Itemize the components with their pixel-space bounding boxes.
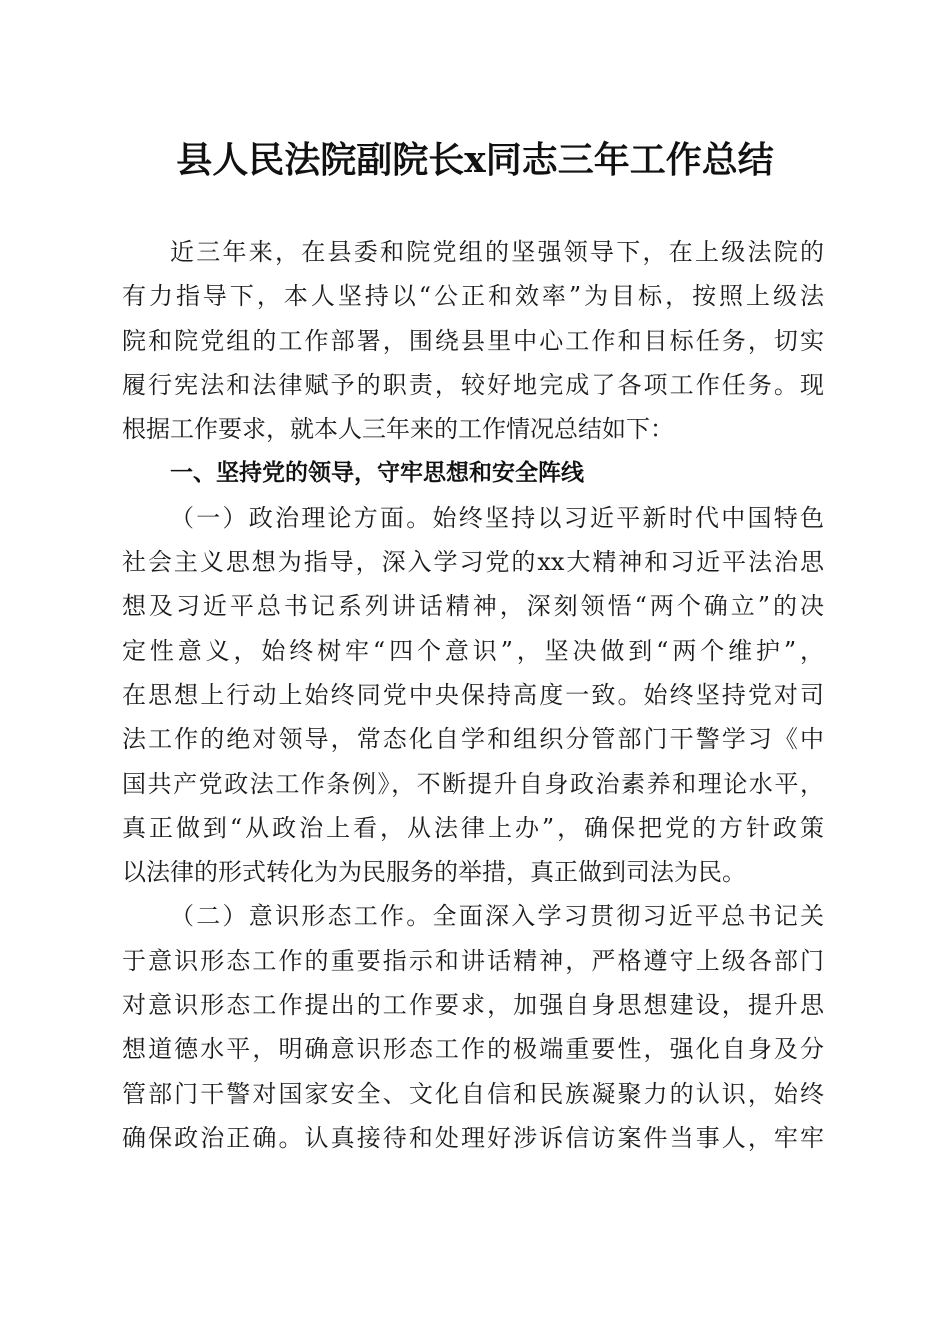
document-title: 县人民法院副院长x同志三年工作总结 bbox=[176, 139, 774, 181]
intro-line: 履行宪法和法律赋予的职责，较好地完成了各项工作任务。现 bbox=[122, 370, 824, 399]
sub1-line: 真正做到“从政治上看，从法律上办”，确保把党的方针政策 bbox=[122, 813, 824, 842]
document-body bbox=[122, 230, 824, 1160]
sub1-line: 社会主义思想为指导，深入学习党的xx大精神和习近平法治思 bbox=[122, 548, 824, 577]
sub1-line: 想及习近平总书记系列讲话精神，深刻领悟“两个确立”的决 bbox=[122, 592, 824, 621]
intro-line: 院和院党组的工作部署，围绕县里中心工作和目标任务，切实 bbox=[122, 326, 824, 355]
sub1-line: （一）政治理论方面。始终坚持以习近平新时代中国特色 bbox=[170, 503, 824, 532]
sub2-line: 对意识形态工作提出的工作要求，加强自身思想建设，提升思 bbox=[122, 991, 824, 1020]
sub2-line: 确保政治正确。认真接待和处理好涉诉信访案件当事人，牢牢 bbox=[122, 1123, 824, 1152]
intro-line: 近三年来，在县委和院党组的坚强领导下，在上级法院的 bbox=[170, 238, 824, 266]
section-heading: 一、坚持党的领导，守牢思想和安全阵线 bbox=[170, 460, 584, 487]
sub1-line: 国共产党政法工作条例》，不断提升自身政治素养和理论水平， bbox=[122, 769, 824, 798]
sub1-line: 以法律的形式转化为为民服务的举措，真正做到司法为民。 bbox=[122, 858, 746, 887]
sub1-line: 在思想上行动上始终同党中央保持高度一致。始终坚持党对司 bbox=[122, 680, 824, 709]
sub2-line: 想道德水平，明确意识形态工作的极端重要性，强化自身及分 bbox=[122, 1035, 824, 1064]
sub2-line: （二）意识形态工作。全面深入学习贯彻习近平总书记关 bbox=[170, 902, 824, 931]
intro-line: 根据工作要求，就本人三年来的工作情况总结如下： bbox=[122, 415, 674, 444]
sub1-line: 法工作的绝对领导，常态化自学和组织分管部门干警学习《中 bbox=[122, 725, 824, 754]
intro-line: 有力指导下，本人坚持以“公正和效率”为目标，按照上级法 bbox=[122, 282, 824, 311]
sub2-line: 于意识形态工作的重要指示和讲话精神，严格遵守上级各部门 bbox=[122, 946, 824, 975]
sub2-line: 管部门干警对国家安全、文化自信和民族凝聚力的认识，始终 bbox=[122, 1079, 824, 1108]
sub1-line: 定性意义，始终树牢“四个意识”，坚决做到“两个维护”， bbox=[122, 636, 824, 665]
